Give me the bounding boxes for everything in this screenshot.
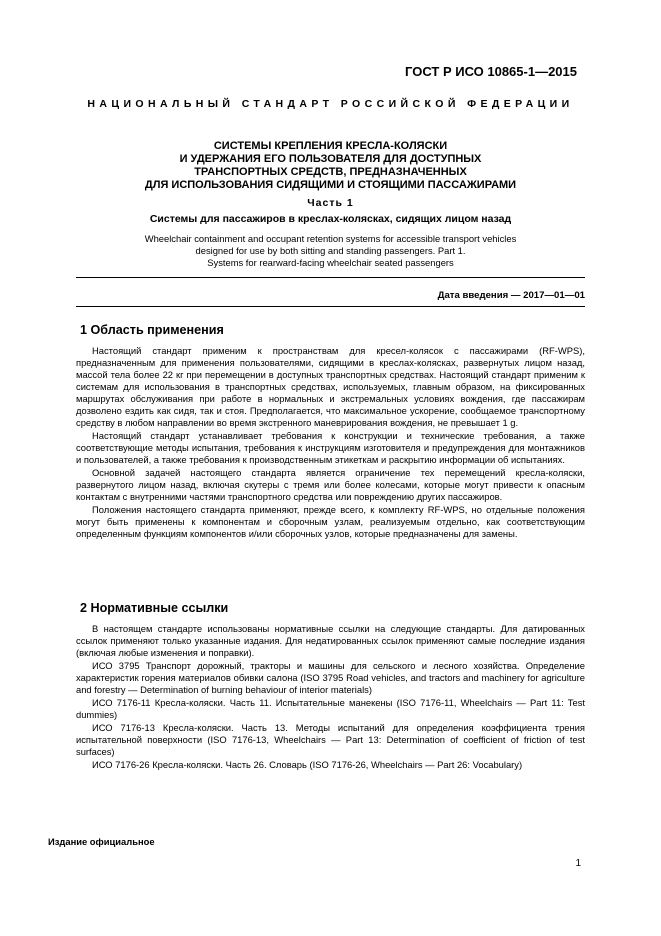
english-title-line: Wheelchair containment and occupant retention systems for accessible transport vehicles	[144, 233, 517, 244]
reference-item: ИСО 7176-26 Кресла-коляски. Часть 26. Словарь (ISO 7176-26, Wheelchairs — Part 26: Vocabulary)	[92, 759, 523, 770]
english-title	[40, 233, 621, 269]
paragraph: Положения настоящего стандарта применяют, прежде всего, к комплекту RF-WPS, но отдельные положения могут быть применены к компонентам и сборочным узлам, реализуемым отдельно, как соответствующим определенным функциям компонентов и/или сборочных узлов, которые предназначены для замены.	[76, 504, 585, 539]
paragraph: Настоящий стандарт устанавливает требования к конструкции и технические требования, а также соответствующие методы испытания, требования к инструкциям изготовителя и предупреждения для монтажников и пользователей, а также требования к производственным этикеткам и раскрытию информации об испытаниях.	[76, 430, 585, 465]
title-line: И УДЕРЖАНИЯ ЕГО ПОЛЬЗОВАТЕЛЯ ДЛЯ ДОСТУПНЫХ	[179, 153, 482, 165]
title-line: ТРАНСПОРТНЫХ СРЕДСТВ, ПРЕДНАЗНАЧЕННЫХ	[194, 166, 467, 178]
divider	[76, 277, 585, 278]
section-2-body	[76, 623, 585, 772]
reference-item: ИСО 7176-11 Кресла-коляски. Часть 11. Испытательные манекены (ISO 7176-11, Wheelchairs — Part 11: Test dummies)	[76, 697, 585, 720]
reference-item: ИСО 3795 Транспорт дорожный, тракторы и машины для сельского и лесного хозяйства. Определение характеристик горения материалов обивки салона (ISO 3795 Road vehicles, and tractors and machinery for agriculture and forestry — Determination of burning behaviour of interior materials)	[76, 660, 585, 695]
paragraph: В настоящем стандарте использованы нормативные ссылки на следующие стандарты. Для датированных ссылок применяют только указанные издания. Для недатированных ссылок применяют самые последние издания (включая любые изменения и поправки).	[76, 623, 585, 658]
section-1-body	[76, 345, 585, 541]
edition-label: Издание официальное	[48, 836, 155, 847]
part-label: Часть 1	[307, 197, 354, 209]
reference-item: ИСО 7176-13 Кресла-коляски. Часть 13. Методы испытаний для определения коэффициента трения испытательной поверхности (ISO 7176-13, Wheelchairs — Part 13: Determination of coefficient of friction of test surfaces)	[76, 722, 585, 757]
page-number: 1	[575, 858, 581, 869]
english-title-line: Systems for rearward-facing wheelchair seated passengers	[207, 257, 454, 268]
title-line: ДЛЯ ИСПОЛЬЗОВАНИЯ СИДЯЩИМИ И СТОЯЩИМИ ПАССАЖИРАМИ	[144, 179, 517, 191]
paragraph: Основной задачей настоящего стандарта является ограничение тех перемещений кресла-коляски, развернутого лицом назад, включая скутеры с тремя или более колесами, которые могут привести к опасным контактам с внутренними частями транспортного средства или повреждению других пассажиров.	[76, 467, 585, 502]
document-code: ГОСТ Р ИСО 10865-1—2015	[405, 64, 577, 79]
paragraph: Настоящий стандарт применим к пространствам для кресел-колясок с пассажирами (RF-WPS), предназначенным для применения пользователями, сидящими в креслах-колясках, развернутых лицом назад, массой тела более 22 кг при перемещении в доступных транспортных средствах. Настоящий стандарт применим к системам для использования в транспортных средствах, используемых, главным образом, на фиксированных маршрутах обслуживания при работе в нормальных и экстремальных условиях вождения, где пассажирам дозволено ездить как сидя, так и стоя. Предполагается, что максимальное ускорение, сообщаемое транспортному средству в любом направлении во время экстренного маневрирования вождения, не превышает 1 g.	[76, 345, 585, 428]
introduction-date: Дата введения — 2017—01—01	[437, 290, 585, 301]
title-line: СИСТЕМЫ КРЕПЛЕНИЯ КРЕСЛА-КОЛЯСКИ	[213, 140, 448, 152]
part-title: Системы для пассажиров в креслах-колясках, сидящих лицом назад	[149, 213, 512, 225]
section-2-title: 2 Нормативные ссылки	[80, 601, 229, 615]
divider	[76, 306, 585, 307]
document-title	[60, 140, 601, 192]
standard-banner: НАЦИОНАЛЬНЫЙ СТАНДАРТ РОССИЙСКОЙ ФЕДЕРАЦИИ	[87, 98, 574, 110]
english-title-line: designed for use by both sitting and standing passengers. Part 1.	[195, 245, 466, 256]
section-1-title: 1 Область применения	[80, 323, 224, 337]
